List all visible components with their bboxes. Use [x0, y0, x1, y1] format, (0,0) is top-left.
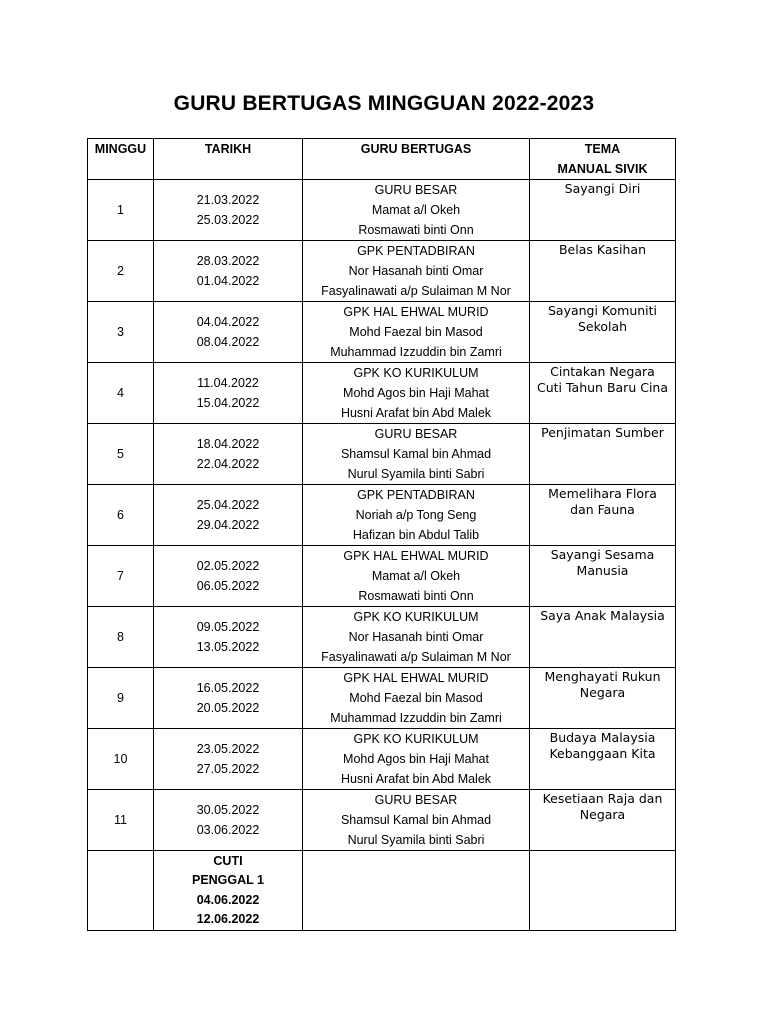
week-dates — [154, 180, 303, 241]
end-date: 03.06.2022 — [196, 823, 260, 837]
table-row — [88, 180, 676, 241]
week-dates — [154, 668, 303, 729]
week-number: 6 — [88, 485, 154, 546]
teacher-name: Nurul Syamila binti Sabri — [347, 833, 485, 847]
holiday-week-cell — [88, 851, 154, 931]
table-header-row — [88, 139, 676, 180]
week-dates — [154, 790, 303, 851]
duty-roster-table — [87, 138, 676, 931]
week-number: 1 — [88, 180, 154, 241]
teacher-name: Husni Arafat bin Abd Malek — [340, 772, 492, 786]
duty-role: GPK KO KURIKULUM — [353, 610, 479, 624]
theme-line: Negara — [579, 807, 626, 822]
theme-line: Kesetiaan Raja dan — [542, 791, 663, 806]
theme-line: Penjimatan Sumber — [541, 425, 664, 440]
civics-theme — [530, 668, 676, 729]
teacher-name: Muhammad Izzuddin bin Zamri — [330, 345, 502, 359]
civics-theme — [530, 363, 676, 424]
duty-teachers — [303, 546, 530, 607]
start-date: 28.03.2022 — [196, 254, 260, 268]
duty-role: GURU BESAR — [374, 427, 458, 441]
roster-body — [88, 180, 676, 931]
week-number: 8 — [88, 607, 154, 668]
holiday-theme-cell — [530, 851, 676, 931]
start-date: 21.03.2022 — [196, 193, 260, 207]
table-row — [88, 241, 676, 302]
duty-teachers — [303, 302, 530, 363]
teacher-name: Mohd Agos bin Haji Mahat — [343, 386, 489, 400]
start-date: 11.04.2022 — [197, 376, 259, 390]
week-dates — [154, 424, 303, 485]
week-number: 2 — [88, 241, 154, 302]
week-dates — [154, 302, 303, 363]
end-date: 22.04.2022 — [196, 457, 260, 471]
civics-theme — [530, 607, 676, 668]
start-date: 23.05.2022 — [196, 742, 260, 756]
column-header-week: MINGGU — [88, 139, 154, 180]
teacher-name: Shamsul Kamal bin Ahmad — [340, 813, 492, 827]
duty-teachers — [303, 180, 530, 241]
page-title: GURU BERTUGAS MINGGUAN 2022-2023 — [173, 92, 595, 115]
theme-line: Budaya Malaysia — [549, 730, 656, 745]
holiday-line: CUTI — [213, 853, 243, 868]
duty-teachers — [303, 790, 530, 851]
duty-teachers — [303, 424, 530, 485]
start-date: 30.05.2022 — [196, 803, 260, 817]
theme-line: Memelihara Flora — [548, 486, 657, 501]
table-row — [88, 302, 676, 363]
civics-theme — [530, 546, 676, 607]
start-date: 02.05.2022 — [196, 559, 260, 573]
theme-line: Belas Kasihan — [558, 242, 646, 257]
holiday-line: 12.06.2022 — [196, 912, 260, 926]
start-date: 25.04.2022 — [196, 498, 260, 512]
theme-line: Manusia — [576, 563, 629, 578]
table-row — [88, 790, 676, 851]
teacher-name: Muhammad Izzuddin bin Zamri — [330, 711, 502, 725]
end-date: 20.05.2022 — [196, 701, 260, 715]
teacher-name: Nor Hasanah binti Omar — [348, 630, 484, 644]
column-header-theme: TEMA MANUAL SIVIK — [530, 139, 676, 180]
teacher-name: Fasyalinawati a/p Sulaiman M Nor — [321, 650, 511, 664]
civics-theme — [530, 424, 676, 485]
theme-line: Cuti Tahun Baru Cina — [536, 380, 669, 395]
column-header-teachers: GURU BERTUGAS — [303, 139, 530, 180]
holiday-line: PENGGAL 1 — [191, 873, 264, 887]
table-row — [88, 363, 676, 424]
theme-line: Sayangi Komuniti — [547, 303, 658, 318]
teacher-name: Nor Hasanah binti Omar — [348, 264, 484, 278]
duty-teachers — [303, 485, 530, 546]
teacher-name: Nurul Syamila binti Sabri — [347, 467, 485, 481]
civics-theme — [530, 180, 676, 241]
start-date: 09.05.2022 — [196, 620, 260, 634]
week-dates — [154, 546, 303, 607]
duty-role: GPK KO KURIKULUM — [353, 366, 479, 380]
theme-line: Saya Anak Malaysia — [540, 608, 665, 623]
theme-line: Cintakan Negara — [550, 364, 655, 379]
week-dates — [154, 729, 303, 790]
end-date: 25.03.2022 — [196, 213, 260, 227]
civics-theme — [530, 729, 676, 790]
duty-teachers — [303, 241, 530, 302]
teacher-name: Shamsul Kamal bin Ahmad — [340, 447, 492, 461]
civics-theme — [530, 790, 676, 851]
holiday-line: 04.06.2022 — [196, 892, 260, 907]
teacher-name: Rosmawati binti Onn — [358, 223, 474, 237]
end-date: 15.04.2022 — [196, 396, 260, 410]
holiday-term-break — [154, 851, 303, 931]
week-number: 9 — [88, 668, 154, 729]
week-dates — [154, 363, 303, 424]
start-date: 18.04.2022 — [196, 437, 260, 451]
teacher-name: Fasyalinawati a/p Sulaiman M Nor — [321, 284, 511, 298]
duty-role: GURU BESAR — [374, 793, 458, 807]
duty-role: GPK HAL EHWAL MURID — [343, 549, 489, 563]
civics-theme — [530, 485, 676, 546]
end-date: 01.04.2022 — [196, 274, 260, 288]
teacher-name: Noriah a/p Tong Seng — [355, 508, 477, 522]
teacher-name: Mohd Agos bin Haji Mahat — [343, 752, 489, 766]
theme-line: Negara — [579, 685, 626, 700]
holiday-row — [88, 851, 676, 931]
teacher-name: Hafizan bin Abdul Talib — [352, 528, 480, 542]
end-date: 08.04.2022 — [196, 335, 260, 349]
table-row — [88, 485, 676, 546]
duty-role: GPK PENTADBIRAN — [357, 488, 475, 502]
duty-role: GPK PENTADBIRAN — [357, 244, 475, 258]
week-number: 7 — [88, 546, 154, 607]
theme-line: Sayangi Sesama — [550, 547, 655, 562]
duty-teachers — [303, 607, 530, 668]
holiday-teachers-cell — [303, 851, 530, 931]
civics-theme — [530, 241, 676, 302]
theme-line: Sekolah — [577, 319, 628, 334]
end-date: 27.05.2022 — [196, 762, 260, 776]
table-row — [88, 546, 676, 607]
duty-role: GPK HAL EHWAL MURID — [343, 671, 489, 685]
theme-line: Menghayati Rukun — [544, 669, 661, 684]
week-number: 11 — [88, 790, 154, 851]
week-number: 5 — [88, 424, 154, 485]
table-row — [88, 668, 676, 729]
teacher-name: Mohd Faezal bin Masod — [349, 691, 483, 705]
week-dates — [154, 485, 303, 546]
week-dates — [154, 607, 303, 668]
duty-role: GURU BESAR — [374, 183, 458, 197]
civics-theme — [530, 302, 676, 363]
week-number: 10 — [88, 729, 154, 790]
column-header-date: TARIKH — [154, 139, 303, 180]
teacher-name: Mohd Faezal bin Masod — [349, 325, 483, 339]
table-row — [88, 607, 676, 668]
week-number: 4 — [88, 363, 154, 424]
table-row — [88, 424, 676, 485]
start-date: 04.04.2022 — [196, 315, 260, 329]
duty-teachers — [303, 668, 530, 729]
start-date: 16.05.2022 — [196, 681, 260, 695]
teacher-name: Mamat a/l Okeh — [371, 569, 461, 583]
duty-teachers — [303, 363, 530, 424]
duty-role: GPK KO KURIKULUM — [353, 732, 479, 746]
end-date: 29.04.2022 — [196, 518, 260, 532]
week-number: 3 — [88, 302, 154, 363]
theme-line: dan Fauna — [570, 502, 635, 517]
duty-role: GPK HAL EHWAL MURID — [343, 305, 489, 319]
theme-line: Sayangi Diri — [564, 181, 641, 196]
teacher-name: Rosmawati binti Onn — [358, 589, 474, 603]
end-date: 13.05.2022 — [196, 640, 260, 654]
end-date: 06.05.2022 — [196, 579, 260, 593]
teacher-name: Husni Arafat bin Abd Malek — [340, 406, 492, 420]
week-dates — [154, 241, 303, 302]
theme-line: Kebanggaan Kita — [549, 746, 656, 761]
duty-teachers — [303, 729, 530, 790]
table-row — [88, 729, 676, 790]
teacher-name: Mamat a/l Okeh — [371, 203, 461, 217]
